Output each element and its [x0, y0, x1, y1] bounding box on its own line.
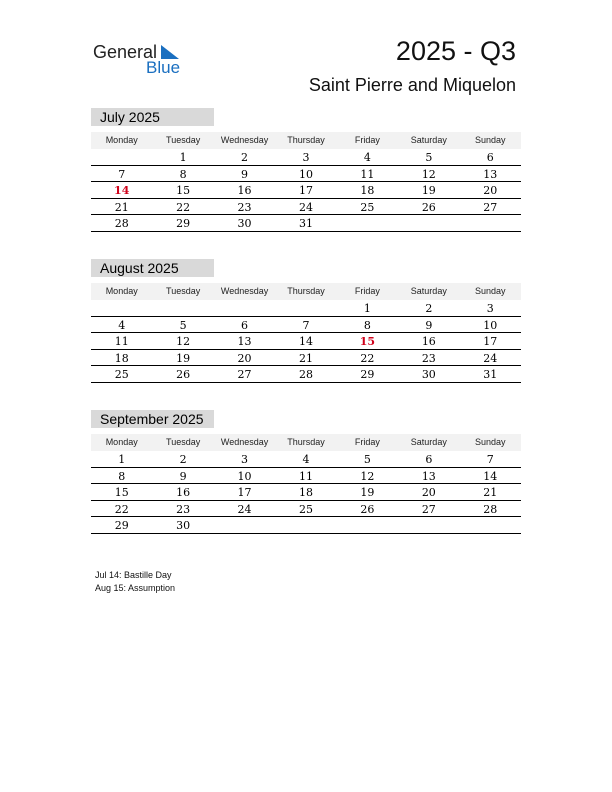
day-cell: 5 [363, 453, 371, 466]
month-august [91, 259, 521, 383]
weekday-name: Sunday [474, 437, 506, 447]
day-cell: 15 [359, 335, 376, 348]
day-cell: 4 [118, 318, 126, 332]
weekday-name: Wednesday [220, 437, 269, 447]
weekday-name: Friday [354, 286, 380, 296]
day-cell [275, 300, 336, 316]
day-cell [460, 517, 521, 533]
day-cell: 21 [483, 486, 498, 499]
day-cell: 30 [237, 217, 252, 230]
weekday-name: Saturday [410, 135, 447, 145]
day-cell: 18 [114, 351, 129, 365]
day-cell: 16 [237, 184, 252, 197]
weekday-header [91, 283, 521, 300]
day-cell: 25 [298, 502, 313, 516]
weekday-name: Thursday [287, 437, 325, 447]
day-cell: 4 [302, 453, 310, 466]
page-title: 2025 - Q3 [395, 36, 516, 66]
day-cell [398, 215, 459, 231]
weekday-header [91, 132, 521, 149]
day-cell: 2 [241, 151, 249, 164]
day-cell: 10 [237, 469, 252, 483]
day-cell: 29 [360, 368, 375, 381]
day-cell [214, 300, 275, 316]
day-cell: 9 [425, 318, 433, 332]
day-cell: 6 [241, 318, 249, 332]
day-cell: 3 [241, 453, 249, 466]
day-cell: 22 [360, 351, 375, 365]
day-cell: 1 [179, 151, 187, 164]
day-cell: 13 [421, 469, 436, 483]
day-cell: 10 [298, 167, 313, 181]
month-label [91, 259, 214, 277]
day-cell: 2 [425, 302, 433, 315]
day-cell: 31 [483, 368, 498, 381]
day-cell: 28 [483, 502, 498, 516]
day-cell: 23 [237, 200, 252, 214]
day-cell: 12 [360, 469, 375, 483]
day-cell: 17 [298, 184, 313, 197]
day-cell: 12 [421, 167, 436, 181]
day-cell: 20 [421, 486, 436, 499]
day-cell: 26 [360, 502, 375, 516]
week-row [91, 199, 521, 216]
day-cell: 27 [237, 368, 252, 381]
week-row [91, 333, 521, 350]
week-row [91, 451, 521, 468]
logo-general-text: General [93, 42, 158, 62]
day-cell: 12 [176, 335, 191, 348]
day-cell: 19 [360, 486, 375, 499]
day-cell: 29 [114, 519, 129, 532]
day-cell: 5 [425, 151, 433, 164]
day-cell [337, 517, 398, 533]
day-cell: 25 [360, 200, 375, 214]
day-cell: 17 [237, 486, 252, 499]
weekday-name: Monday [105, 437, 138, 447]
week-row [91, 501, 521, 518]
day-cell: 8 [179, 167, 187, 181]
day-cell: 9 [179, 469, 187, 483]
day-cell: 14 [114, 184, 130, 197]
weekday-name: Friday [354, 135, 380, 145]
day-cell: 11 [360, 167, 375, 181]
week-row [91, 317, 521, 334]
day-cell: 4 [363, 151, 371, 164]
day-cell: 27 [483, 200, 498, 214]
weekday-name: Thursday [287, 135, 325, 145]
day-cell: 7 [486, 453, 494, 466]
day-cell: 15 [176, 184, 191, 197]
day-cell: 17 [483, 335, 498, 348]
day-cell: 1 [363, 302, 371, 315]
day-cell: 7 [302, 318, 310, 332]
month-label-text: August 2025 [100, 260, 179, 276]
day-cell: 24 [298, 200, 313, 214]
week-row [91, 166, 521, 183]
holiday-note: Aug 15: Assumption [95, 583, 176, 593]
day-cell: 19 [421, 184, 436, 197]
week-row [91, 300, 521, 317]
day-cell: 11 [114, 335, 129, 348]
week-row [91, 517, 521, 534]
day-cell: 27 [421, 502, 436, 516]
week-row [91, 182, 521, 199]
day-cell: 25 [114, 368, 129, 381]
day-cell: 20 [483, 184, 498, 197]
day-cell: 22 [176, 200, 191, 214]
day-cell: 26 [176, 368, 191, 381]
day-cell: 21 [114, 200, 129, 214]
week-row [91, 350, 521, 367]
day-cell: 10 [483, 318, 498, 332]
month-label [91, 108, 214, 126]
day-cell: 19 [176, 351, 191, 365]
day-cell: 14 [483, 469, 498, 483]
weekday-name: Monday [105, 135, 138, 145]
month-july [91, 108, 521, 232]
weekday-name: Friday [354, 437, 380, 447]
month-label-text: July 2025 [100, 109, 160, 125]
generalblue-logo [93, 42, 193, 78]
day-cell [460, 215, 521, 231]
logo-blue-text: Blue [146, 58, 181, 77]
day-cell: 11 [298, 469, 313, 483]
day-cell: 6 [486, 151, 494, 164]
day-cell: 14 [298, 335, 313, 348]
holiday-note: Jul 14: Bastille Day [95, 570, 172, 580]
week-row [91, 366, 521, 383]
weekday-name: Saturday [410, 437, 447, 447]
day-cell: 8 [363, 318, 371, 332]
day-cell: 18 [298, 486, 313, 499]
day-cell [398, 517, 459, 533]
day-cell: 28 [298, 368, 313, 381]
day-cell: 8 [118, 469, 126, 483]
weekday-name: Sunday [474, 286, 506, 296]
week-row [91, 149, 521, 166]
day-cell: 2 [179, 453, 187, 466]
week-row [91, 215, 521, 232]
day-cell [214, 517, 275, 533]
day-cell [152, 300, 213, 316]
day-cell: 6 [425, 453, 433, 466]
month-september [91, 410, 521, 534]
day-cell: 13 [237, 335, 252, 348]
day-cell: 20 [237, 351, 252, 365]
weekday-name: Tuesday [166, 286, 201, 296]
day-cell: 16 [421, 335, 436, 348]
day-cell: 5 [179, 318, 187, 332]
day-cell: 23 [421, 351, 436, 365]
holiday-notes [95, 569, 175, 595]
weekday-name: Sunday [474, 135, 506, 145]
day-cell [337, 215, 398, 231]
month-label [91, 410, 214, 428]
weekday-name: Wednesday [220, 135, 269, 145]
weekday-name: Wednesday [220, 286, 269, 296]
day-cell: 18 [360, 184, 375, 197]
day-cell: 24 [237, 502, 252, 516]
day-cell: 9 [241, 167, 249, 181]
day-cell: 3 [486, 302, 494, 315]
day-cell: 30 [421, 368, 436, 381]
week-row [91, 468, 521, 485]
day-cell: 24 [483, 351, 498, 365]
weekday-name: Thursday [287, 286, 325, 296]
day-cell: 28 [114, 217, 129, 230]
day-cell [275, 517, 336, 533]
day-cell: 13 [483, 167, 498, 181]
logo-triangle-icon [161, 45, 179, 59]
day-cell: 1 [118, 453, 126, 466]
day-cell: 31 [298, 217, 313, 230]
day-cell [91, 149, 152, 165]
day-cell [91, 300, 152, 316]
country-subtitle: Saint Pierre and Miquelon [308, 75, 516, 95]
day-cell: 26 [421, 200, 436, 214]
day-cell: 29 [176, 217, 191, 230]
day-cell: 22 [114, 502, 129, 516]
weekday-name: Tuesday [166, 437, 201, 447]
month-label-text: September 2025 [100, 411, 204, 427]
week-row [91, 484, 521, 501]
day-cell: 21 [298, 351, 313, 365]
day-cell: 3 [302, 151, 310, 164]
day-cell: 23 [176, 502, 191, 516]
day-cell: 16 [176, 486, 191, 499]
day-cell: 30 [176, 519, 191, 532]
weekday-name: Tuesday [166, 135, 201, 145]
weekday-name: Saturday [410, 286, 447, 296]
weekday-name: Monday [105, 286, 138, 296]
weekday-header [91, 434, 521, 451]
day-cell: 7 [118, 167, 126, 181]
day-cell: 15 [114, 486, 129, 499]
